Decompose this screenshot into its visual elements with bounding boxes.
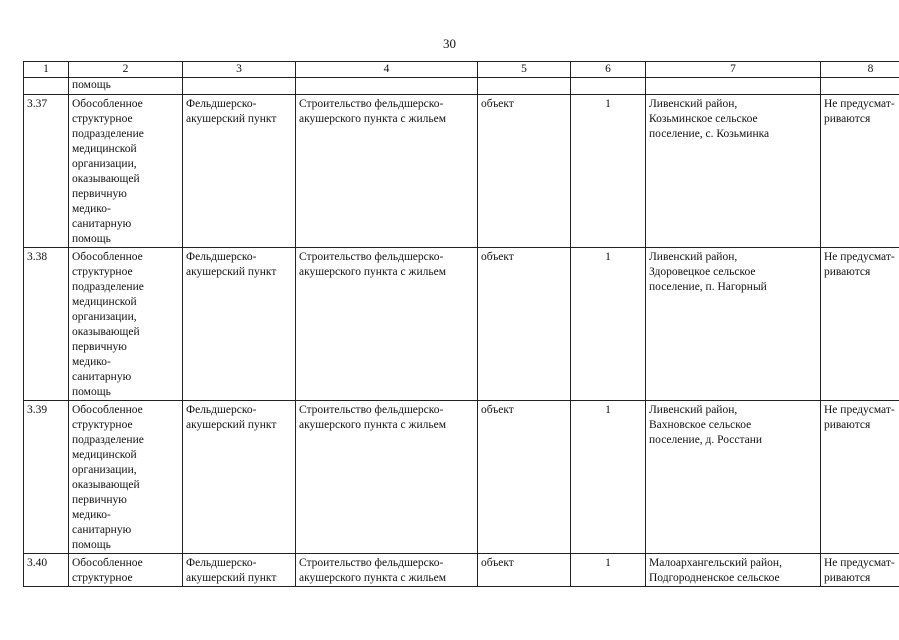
location: Ливенский район, Козьминское сельское поселение, с. Козьминка xyxy=(646,95,821,248)
work-description: Строительство фельдшерско- акушерского пункта с жильем xyxy=(296,401,478,554)
unit: объект xyxy=(478,554,571,587)
column-header: 3 xyxy=(183,62,296,78)
object-name: Обособленное структурное подразделение медицинской организации, оказывающей первичную медико- санитарную помощь xyxy=(69,95,183,248)
table-row xyxy=(24,554,899,587)
object-type: Фельдшерско- акушерский пункт xyxy=(183,248,296,401)
work-description: Строительство фельдшерско- акушерского пункта с жильем xyxy=(296,248,478,401)
unit: объект xyxy=(478,401,571,554)
note: Не предусмат- риваются xyxy=(821,95,899,248)
objects-table xyxy=(23,61,899,587)
row-number: 3.40 xyxy=(24,554,69,587)
column-header: 6 xyxy=(571,62,646,78)
work-description: Строительство фельдшерско- акушерского пункта с жильем xyxy=(296,95,478,248)
location: Ливенский район, Здоровецкое сельское поселение, п. Нагорный xyxy=(646,248,821,401)
object-type: Фельдшерско- акушерский пункт xyxy=(183,554,296,587)
column-header: 5 xyxy=(478,62,571,78)
row-number: 3.37 xyxy=(24,95,69,248)
column-header: 4 xyxy=(296,62,478,78)
column-header: 1 xyxy=(24,62,69,78)
table-cell xyxy=(821,78,899,95)
quantity: 1 xyxy=(571,95,646,248)
table-cell xyxy=(571,78,646,95)
table-row xyxy=(24,401,899,554)
continuation-row xyxy=(24,78,899,95)
location: Ливенский район, Вахновское сельское поселение, д. Росстани xyxy=(646,401,821,554)
quantity: 1 xyxy=(571,401,646,554)
column-number-row xyxy=(24,62,899,78)
table-row xyxy=(24,248,899,401)
column-header: 8 xyxy=(821,62,899,78)
unit: объект xyxy=(478,95,571,248)
unit: объект xyxy=(478,248,571,401)
column-header: 2 xyxy=(69,62,183,78)
object-name: Обособленное структурное xyxy=(69,554,183,587)
page-number: 30 xyxy=(443,36,456,51)
table-cell xyxy=(183,78,296,95)
quantity: 1 xyxy=(571,248,646,401)
table-cell xyxy=(478,78,571,95)
object-type: Фельдшерско- акушерский пункт xyxy=(183,95,296,248)
note: Не предусмат- риваются xyxy=(821,401,899,554)
object-name: Обособленное структурное подразделение медицинской организации, оказывающей первичную медико- санитарную помощь xyxy=(69,248,183,401)
row-number: 3.39 xyxy=(24,401,69,554)
quantity: 1 xyxy=(571,554,646,587)
column-header: 7 xyxy=(646,62,821,78)
note: Не предусмат- риваются xyxy=(821,248,899,401)
object-type: Фельдшерско- акушерский пункт xyxy=(183,401,296,554)
row-number: 3.38 xyxy=(24,248,69,401)
table-cell xyxy=(24,78,69,95)
table-cell xyxy=(646,78,821,95)
location: Малоархангельский район, Подгородненское сельское xyxy=(646,554,821,587)
table-cell: помощь xyxy=(69,78,183,95)
table-cell xyxy=(296,78,478,95)
note: Не предусмат- риваются xyxy=(821,554,899,587)
work-description: Строительство фельдшерско- акушерского пункта с жильем xyxy=(296,554,478,587)
object-name: Обособленное структурное подразделение медицинской организации, оказывающей первичную медико- санитарную помощь xyxy=(69,401,183,554)
table-row xyxy=(24,95,899,248)
